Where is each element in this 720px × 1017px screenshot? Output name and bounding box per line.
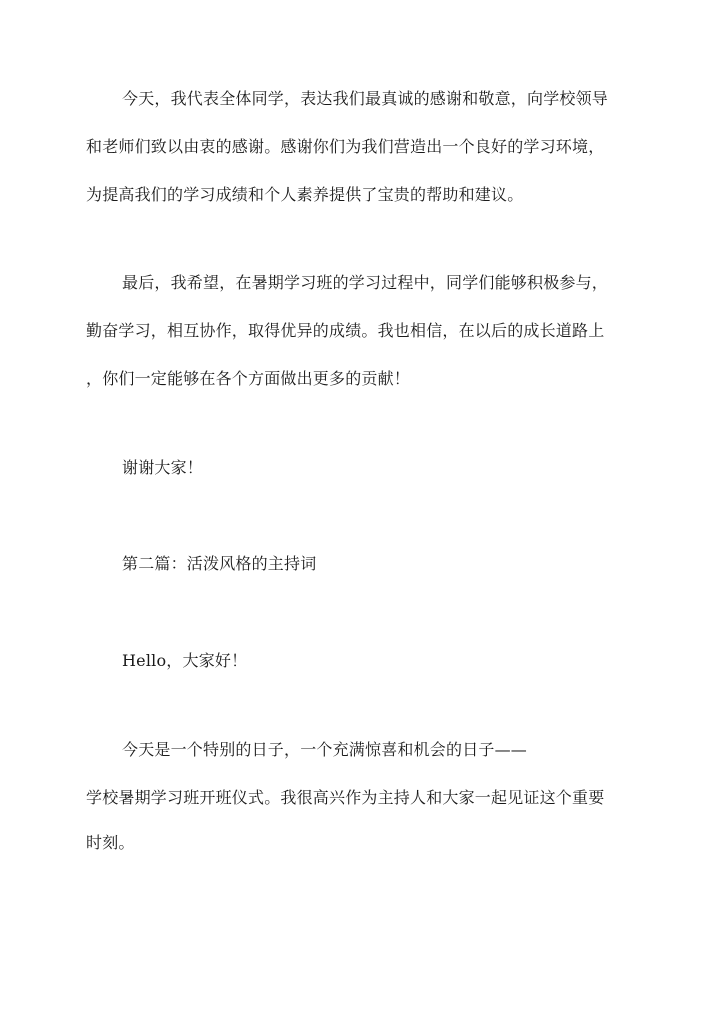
section-heading: 第二篇：活泼风格的主持词 bbox=[122, 554, 317, 573]
paragraph-line: 勤奋学习，相互协作，取得优异的成绩。我也相信，在以后的成长道路上 bbox=[86, 321, 605, 340]
paragraph-line: 今天，我代表全体同学，表达我们最真诚的感谢和敬意，向学校领导 bbox=[122, 89, 609, 108]
paragraph-line: 和老师们致以由衷的感谢。感谢你们为我们营造出一个良好的学习环境， bbox=[86, 137, 605, 156]
greeting-line: Hello，大家好！ bbox=[122, 651, 248, 670]
paragraph-line: 学校暑期学习班开班仪式。我很高兴作为主持人和大家一起见证这个重要 bbox=[86, 788, 605, 807]
paragraph-line: 最后，我希望，在暑期学习班的学习过程中，同学们能够积极参与， bbox=[122, 273, 609, 292]
paragraph-line: 为提高我们的学习成绩和个人素养提供了宝贵的帮助和建议。 bbox=[86, 185, 524, 204]
thanks-line: 谢谢大家！ bbox=[122, 458, 204, 477]
paragraph-line: 时刻。 bbox=[86, 833, 135, 852]
paragraph-line: 今天是一个特别的日子，一个充满惊喜和机会的日子—— bbox=[122, 740, 528, 759]
paragraph-line: ，你们一定能够在各个方面做出更多的贡献！ bbox=[86, 369, 411, 388]
